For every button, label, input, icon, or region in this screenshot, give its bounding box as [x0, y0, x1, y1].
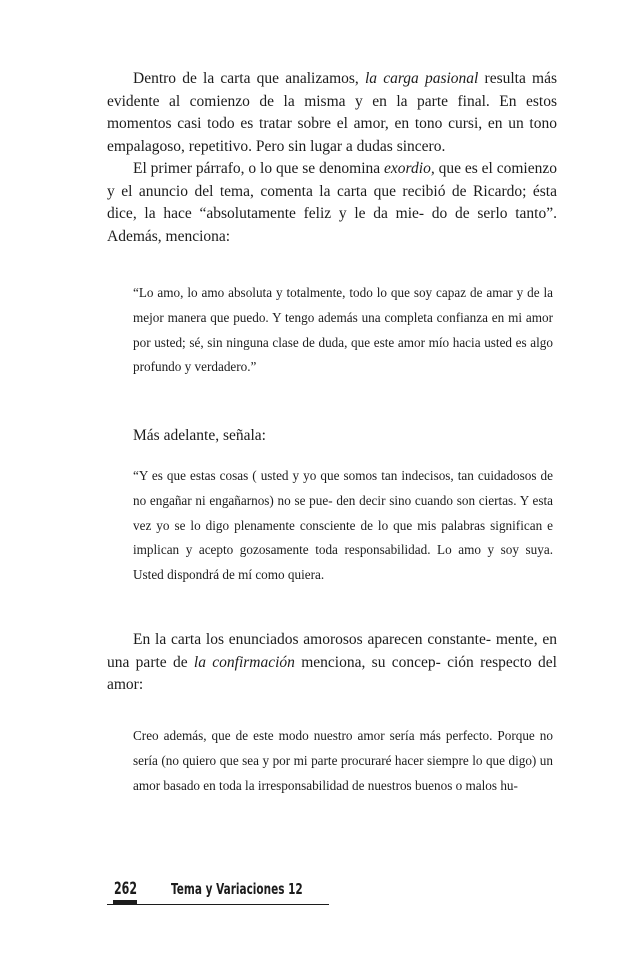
paragraph-3: En la carta los enunciados amorosos aparecen constante- mente, en una parte de la confirmación menciona, su concep- ción respecto del amor:: [107, 631, 557, 693]
paragraph-3-block: [107, 629, 557, 697]
paragraph-1: Dentro de la carta que analizamos, la carga pasional resulta más evidente al comienzo de la misma y en la parte final. En estos momentos casi todo es tratar sobre el amor, en tono cursi, en un tono empalagoso, repetitivo. Pero sin lugar a dudas sincero.: [107, 70, 557, 155]
block-quote-1: “Lo amo, lo amo absoluta y totalmente, todo lo que soy capaz de amar y de la mejor manera que puedo. Y tengo además una completa confianza en mi amor por usted; sé, sin ninguna clase de duda, que este amor mío hacia usted es algo profundo y verdadero.”: [133, 285, 553, 375]
journal-title: Tema y Variaciones 12: [171, 880, 303, 898]
page-number-underline: [113, 900, 137, 904]
page-number: 262: [114, 879, 137, 899]
opening-paragraphs: [107, 68, 557, 248]
emphasis-exordio: exordio,: [384, 160, 435, 177]
block-quote-3: Creo además, que de este modo nuestro amor sería más perfecto. Porque no sería (no quiero que sea y por mi parte procuraré hacer siempre lo que digo) un amor basado en toda la irresponsabilidad de nuestros buenos o malos hu-: [133, 728, 553, 793]
emphasis-confirmacion: la confirmación: [193, 653, 295, 671]
emphasis-carga-pasional: la carga pasional: [364, 70, 479, 87]
page-footer: [107, 878, 329, 905]
block-quote-2: “Y es que estas cosas ( usted y yo que somos tan indecisos, tan cuidadosos de no engañar ni engañarnos) no se pue- den decir sino cuando son ciertas. Y esta vez yo se lo digo plenamente consciente de lo que mis palabras significan e implican y acepto gozosamente toda responsabilidad. Lo amo y soy suya. Usted dispondrá de mí como quiera.: [133, 468, 553, 583]
lead-line-mas-adelante: Más adelante, señala:: [133, 427, 266, 444]
paragraph-2: El primer párrafo, o lo que se denomina exordio, que es el comienzo y el anuncio del tema, comenta la carta que recibió de Ricardo; ésta dice, la hace “absolutamente feliz y le da mie- do de serlo tanto”. Además, menciona:: [107, 160, 557, 245]
